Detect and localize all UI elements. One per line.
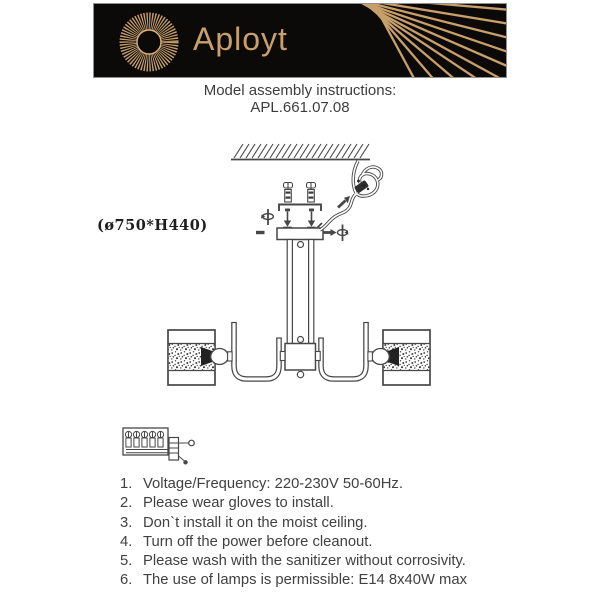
dimensions-label: (ø750*H440) (97, 217, 208, 234)
decorative-rays-icon (296, 4, 506, 78)
item-text: Don`t install it on the moist ceiling. (143, 514, 368, 531)
canopy-plate (277, 223, 323, 240)
right-shade (368, 330, 430, 385)
item-text: Turn off the power before cleanout. (143, 533, 373, 550)
page-title: Model assembly instructions: (203, 82, 397, 99)
list-item (120, 514, 540, 533)
list-item (120, 494, 540, 513)
rotate-left-icon (261, 209, 273, 225)
stem-rods (287, 240, 314, 344)
list-item (120, 552, 540, 571)
right-bulb (372, 349, 390, 365)
brand-banner (93, 3, 507, 78)
ceiling-hatch (231, 144, 370, 160)
assembly-diagram (80, 128, 520, 480)
item-text: Please wear gloves to install. (143, 495, 334, 512)
wall-anchors (284, 183, 316, 203)
list-item (120, 571, 540, 590)
left-bulb (211, 349, 229, 365)
item-number: 1. (120, 476, 133, 492)
wire-direction-arrow (338, 196, 350, 208)
item-text: The use of lamps is permissible: E14 8x40W max (143, 572, 468, 589)
left-shade (168, 330, 232, 385)
item-number: 2. (120, 495, 133, 512)
mounting-screws (283, 209, 316, 228)
brand-logo-text: Aployt (193, 21, 288, 57)
instructions-list (120, 475, 540, 591)
model-number: APL.661.07.08 (250, 99, 350, 116)
rotate-right-icon (338, 225, 349, 242)
center-body (280, 344, 320, 378)
item-number: 6. (120, 572, 133, 589)
item-number: 4. (120, 533, 133, 550)
item-number: 3. (120, 514, 133, 531)
item-text: Please wash with the sanitizer without corrosivity. (143, 553, 466, 570)
terminal-block-wiring (123, 428, 194, 464)
push-right-arrow (324, 229, 337, 236)
list-item (120, 533, 540, 552)
list-item (120, 475, 540, 494)
item-text: Voltage/Frequency: 220-230V 50-60Hz. (143, 476, 403, 492)
power-wire (320, 161, 382, 230)
sunburst-logo-icon (110, 4, 188, 78)
item-number: 5. (120, 553, 133, 570)
